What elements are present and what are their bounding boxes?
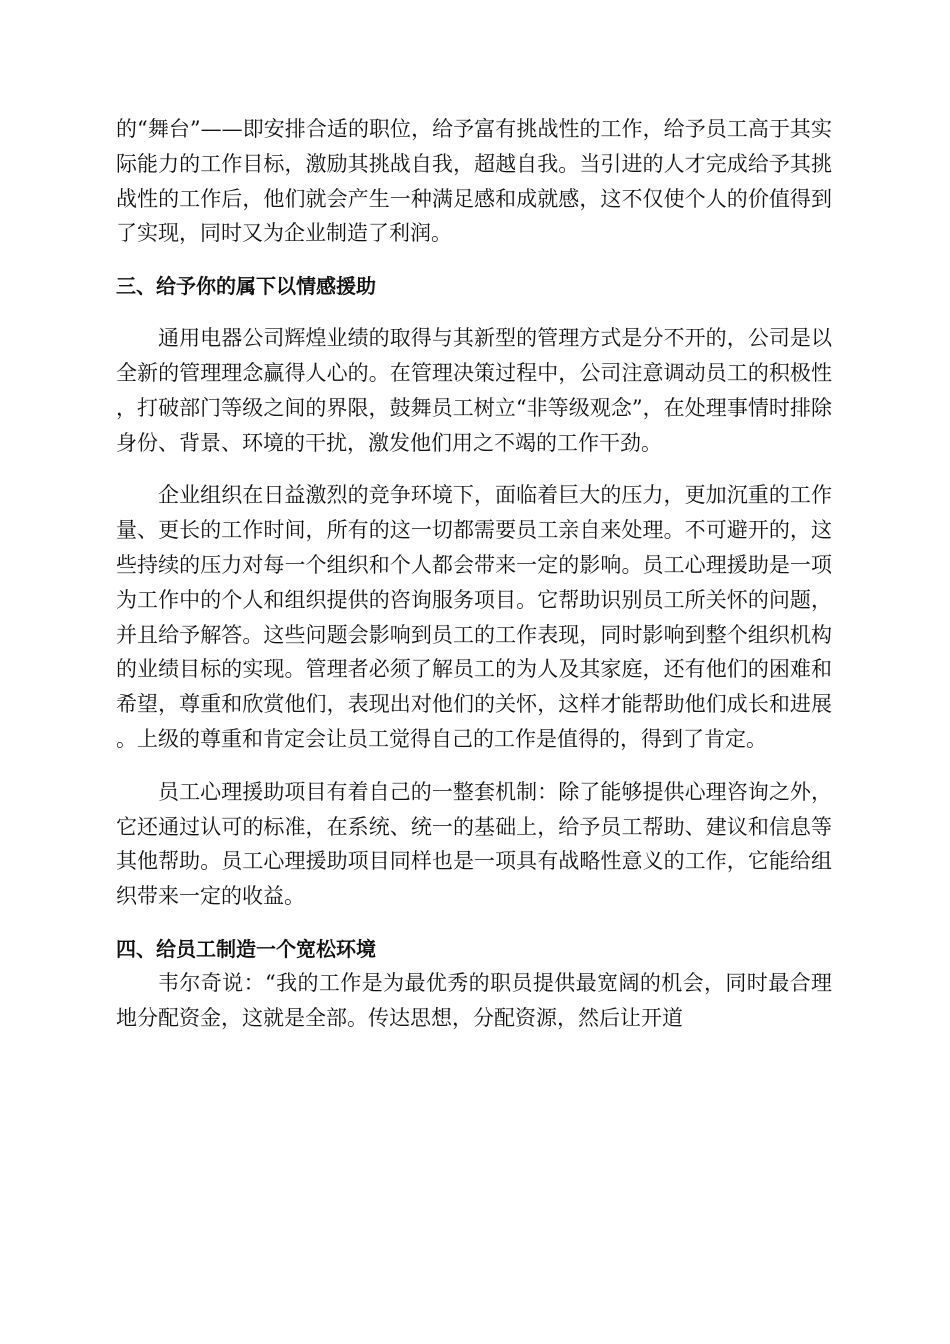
section-heading-4: 四、给员工制造一个宽松环境 <box>116 936 376 961</box>
section-heading-3: 三、给予你的属下以情感援助 <box>116 274 376 299</box>
paragraph-welch-quote: 韦尔奇说：“我的工作是为最优秀的职员提供最宽阔的机会，同时最合理地分配资金，这就是全部。传达思想，分配资源，然后让开道 <box>116 970 832 1030</box>
paragraph-ge-management: 通用电器公司辉煌业绩的取得与其新型的管理方式是分不开的，公司是以全新的管理理念赢得人心的。在管理决策过程中，公司注意调动员工的积极性，打破部门等级之间的界限，鼓舞员工树立“非等级观念”，在处理事情时排除身份、背景、环境的干扰，激发他们用之不竭的工作干劲。 <box>116 326 832 455</box>
document-page <box>116 112 832 1036</box>
paragraph-pressure-eap: 企业组织在日益激烈的竞争环境下，面临着巨大的压力，更加沉重的工作量、更长的工作时间，所有的这一切都需要员工亲自来处理。不可避开的，这些持续的压力对每一个组织和个人都会带来一定的影响。员工心理援助是一项为工作中的个人和组织提供的咨询服务项目。它帮助识别员工所关怀的问题，并且给予解答。这些问题会影响到员工的工作表现，同时影响到整个组织机构的业绩目标的实现。管理者必须了解员工的为人及其家庭，还有他们的困难和希望，尊重和欣赏他们，表现出对他们的关怀，这样才能帮助他们成长和进展。上级的尊重和肯定会让员工觉得自己的工作是值得的，得到了肯定。 <box>116 483 832 751</box>
paragraph-eap-mechanism: 员工心理援助项目有着自己的一整套机制：除了能够提供心理咨询之外，它还通过认可的标准，在系统、统一的基础上，给予员工帮助、建议和信息等其他帮助。员工心理援助项目同样也是一项具有战略性意义的工作，它能给组织带来一定的收益。 <box>116 779 832 909</box>
paragraph-stage-continuation: 的“舞台”——即安排合适的职位，给予富有挑战性的工作，给予员工高于其实际能力的工作目标，激励其挑战自我，超越自我。当引进的人才完成给予其挑战性的工作后，他们就会产生一种满足感和成就感，这不仅使个人的价值得到了实现，同时又为企业制造了利润。 <box>116 117 832 246</box>
